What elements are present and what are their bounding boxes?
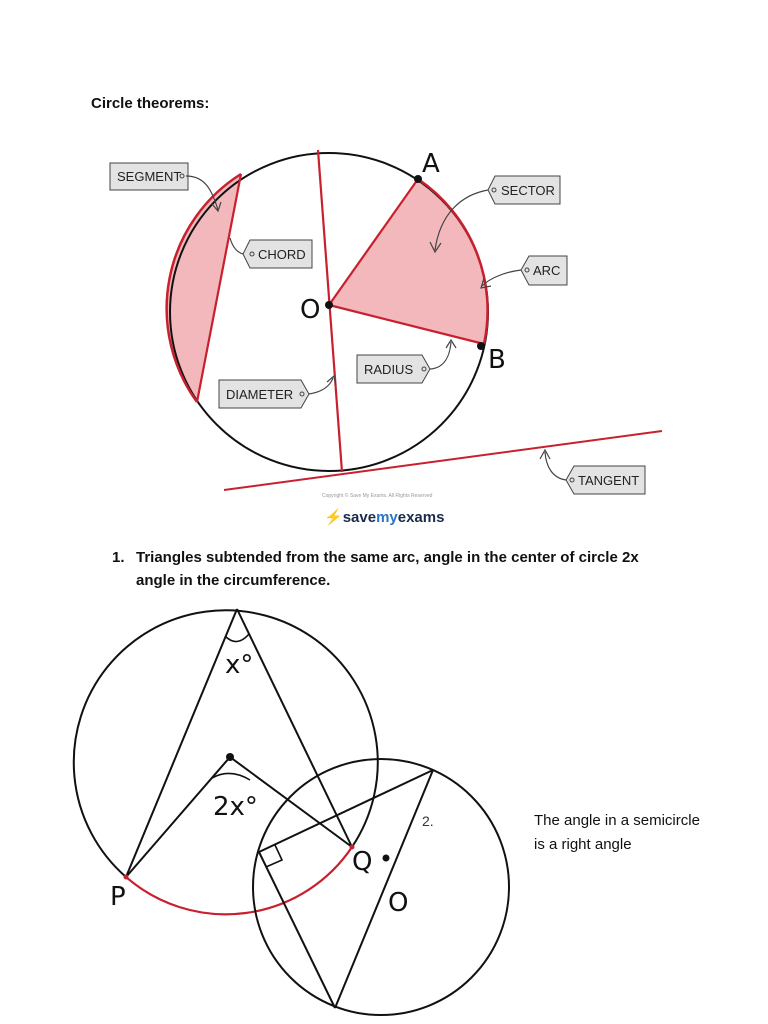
- circle-semicircle: [253, 759, 509, 1015]
- side-top: [259, 770, 433, 852]
- theorem-1-number: 1.: [112, 549, 125, 566]
- savemyexams-logo: ⚡savemyexams: [324, 509, 445, 526]
- logo-icon: ⚡: [324, 509, 343, 526]
- copyright-notice: Copyright © Save My Exams. All Rights Reserved: [322, 493, 433, 499]
- label-a: A: [422, 149, 440, 179]
- point-a: [414, 175, 422, 183]
- item2-number: 2.: [422, 813, 434, 829]
- diameter-tag: [219, 376, 336, 408]
- arc-label: ARC: [533, 263, 561, 278]
- sector-region: [329, 179, 488, 344]
- angle-arc-top: [225, 634, 249, 642]
- angle-x-label: x°: [225, 650, 254, 680]
- page-title: Circle theorems:: [91, 95, 210, 112]
- semicircle-note: The angle in a semicircle is a right angle: [534, 812, 700, 853]
- angle-arc-centre: [212, 773, 250, 780]
- label-b: B: [488, 345, 506, 375]
- chord-tag: [230, 238, 312, 268]
- arc-pq: [126, 847, 352, 914]
- diameter-line: [318, 150, 342, 472]
- label-o: O: [300, 295, 321, 325]
- segment-tag: [110, 163, 221, 211]
- angle-at-centre-diagram: [74, 609, 378, 914]
- segment-label: SEGMENT: [117, 169, 182, 184]
- label-p: P: [110, 882, 126, 912]
- diameter-semicircle: [335, 770, 433, 1008]
- radius-tag: [357, 340, 456, 383]
- theorem-1-text: Triangles subtended from the same arc, angle in the center of circle 2x angle in the circumference.: [136, 549, 639, 589]
- chord-label: CHORD: [258, 247, 306, 262]
- point-b: [477, 342, 485, 350]
- parts-of-circle-diagram: [110, 149, 662, 494]
- sector-label: SECTOR: [501, 183, 555, 198]
- tangent-label: TANGENT: [578, 473, 640, 488]
- point-o: [325, 301, 333, 309]
- point-p-dot: [124, 875, 129, 880]
- radius-label: RADIUS: [364, 362, 414, 377]
- line-top-p: [126, 609, 237, 877]
- tangent-tag: [540, 450, 645, 494]
- label-o2: O: [388, 888, 409, 918]
- label-q: Q: [352, 847, 373, 877]
- centre-o-dot: [383, 855, 390, 862]
- angle-2x-label: 2x°: [213, 792, 258, 822]
- semicircle-diagram: [253, 759, 509, 1015]
- centre-dot: [226, 753, 234, 761]
- diameter-label: DIAMETER: [226, 387, 294, 402]
- arc-tag: [481, 256, 567, 288]
